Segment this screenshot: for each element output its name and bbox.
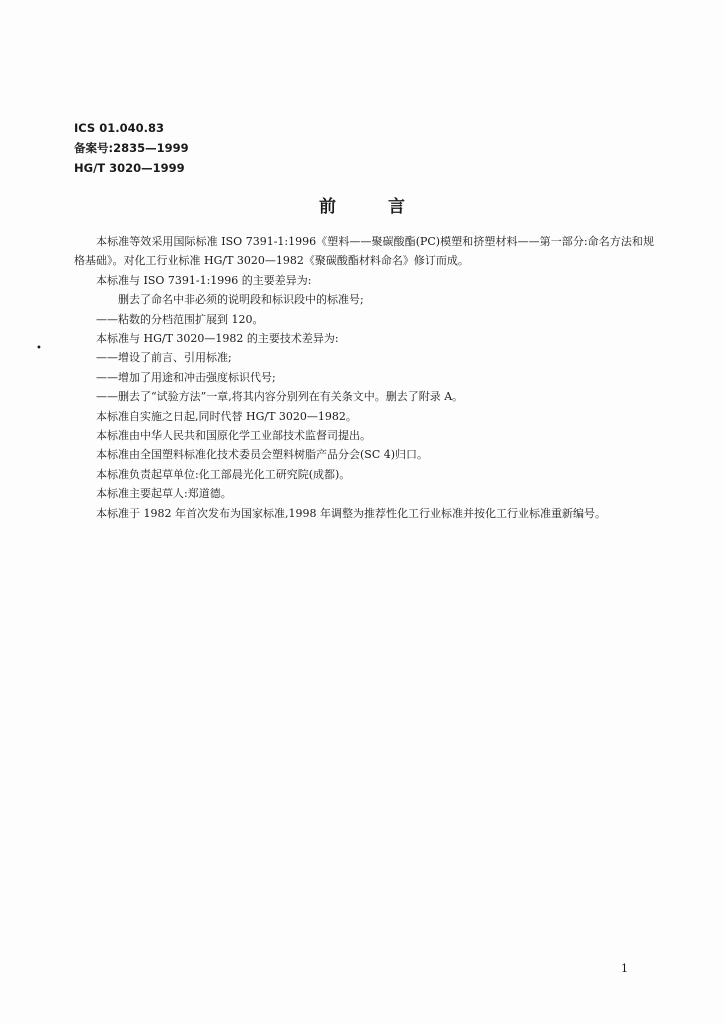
paragraph: ——增加了用途和冲击强度标识代号; xyxy=(96,370,276,384)
page-number: 1 xyxy=(621,962,628,975)
paragraph: 本标准由中华人民共和国原化学工业部技术监督司提出。 xyxy=(96,429,371,443)
paragraph: 本标准负责起草单位:化工部晨光化工研究院(成都)。 xyxy=(96,467,351,481)
paragraph: ——粘数的分档范围扩展到 120。 xyxy=(96,312,264,326)
record-number: 备案号:2835—1999 xyxy=(74,141,189,155)
paragraph: 删去了命名中非必须的说明段和标识段中的标准号; xyxy=(118,293,364,307)
page-title: 前言 xyxy=(319,197,457,217)
document-body xyxy=(74,232,654,523)
ics-code: ICS 01.040.83 xyxy=(74,121,164,135)
paragraph: 本标准于 1982 年首次发布为国家标准,1998 年调整为推荐性化工行业标准并按化工行业标准重新编号。 xyxy=(96,506,606,520)
paragraph: 本标准与 HG/T 3020—1982 的主要技术差异为: xyxy=(96,332,339,346)
margin-mark: • xyxy=(36,343,42,354)
standard-number: HG/T 3020—1999 xyxy=(74,161,185,175)
paragraph: 本标准主要起草人:郑道德。 xyxy=(96,487,232,501)
paragraph: 本标准自实施之日起,同时代替 HG/T 3020—1982。 xyxy=(96,409,357,423)
paragraph: 本标准由全国塑料标准化技术委员会塑料树脂产品分会(SC 4)归口。 xyxy=(96,448,429,462)
paragraph: ——增设了前言、引用标准; xyxy=(96,351,232,365)
paragraph: 本标准等效采用国际标准 ISO 7391-1:1996《塑料——聚碳酸酯(PC)模塑和挤塑材料——第一部分:命名方法和规格基础》。对化工行业标准 HG/T 3020—1982《聚碳酸酯材料命名》修订而成。 xyxy=(74,235,654,268)
paragraph: ——删去了“试验方法”一章,将其内容分别列在有关条文中。删去了附录 A。 xyxy=(96,390,464,404)
paragraph: 本标准与 ISO 7391-1:1996 的主要差异为: xyxy=(96,273,312,287)
document-header xyxy=(74,118,189,178)
